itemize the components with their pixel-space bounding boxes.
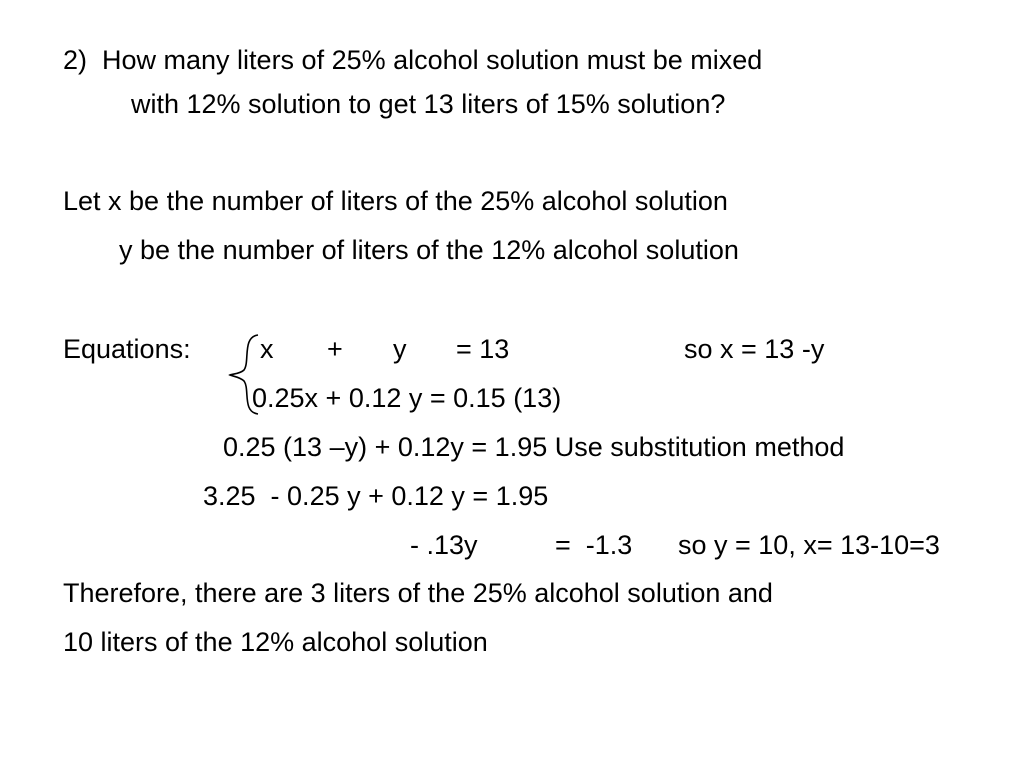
simplified-lhs: - .13y	[410, 530, 478, 560]
equation-1-rhs: = 13	[456, 334, 510, 364]
equations-label: Equations:	[63, 334, 191, 364]
equation-1-y: y	[393, 334, 407, 364]
conclusion-line-2: 10 liters of the 12% alcohol solution	[63, 627, 488, 657]
problem-line-2: with 12% solution to get 13 liters of 15% solution?	[131, 89, 726, 119]
solution-note: so y = 10, x= 13-10=3	[678, 530, 940, 560]
variable-y-definition: y be the number of liters of the 12% alcohol solution	[119, 235, 739, 265]
variable-x-definition: Let x be the number of liters of the 25% alcohol solution	[63, 186, 728, 216]
equation-1-x: x	[260, 334, 274, 364]
equation-1-plus: +	[327, 334, 343, 364]
simplified-rhs: = -1.3	[555, 530, 633, 560]
equation-2: 0.25x + 0.12 y = 0.15 (13)	[252, 383, 562, 413]
substitution-step: 0.25 (13 –y) + 0.12y = 1.95 Use substitution method	[223, 432, 845, 462]
expanded-step: 3.25 - 0.25 y + 0.12 y = 1.95	[203, 481, 549, 511]
conclusion-line-1: Therefore, there are 3 liters of the 25% alcohol solution and	[63, 578, 773, 608]
problem-line-1: 2) How many liters of 25% alcohol solution must be mixed	[63, 45, 763, 75]
equation-1-note: so x = 13 -y	[684, 334, 825, 364]
